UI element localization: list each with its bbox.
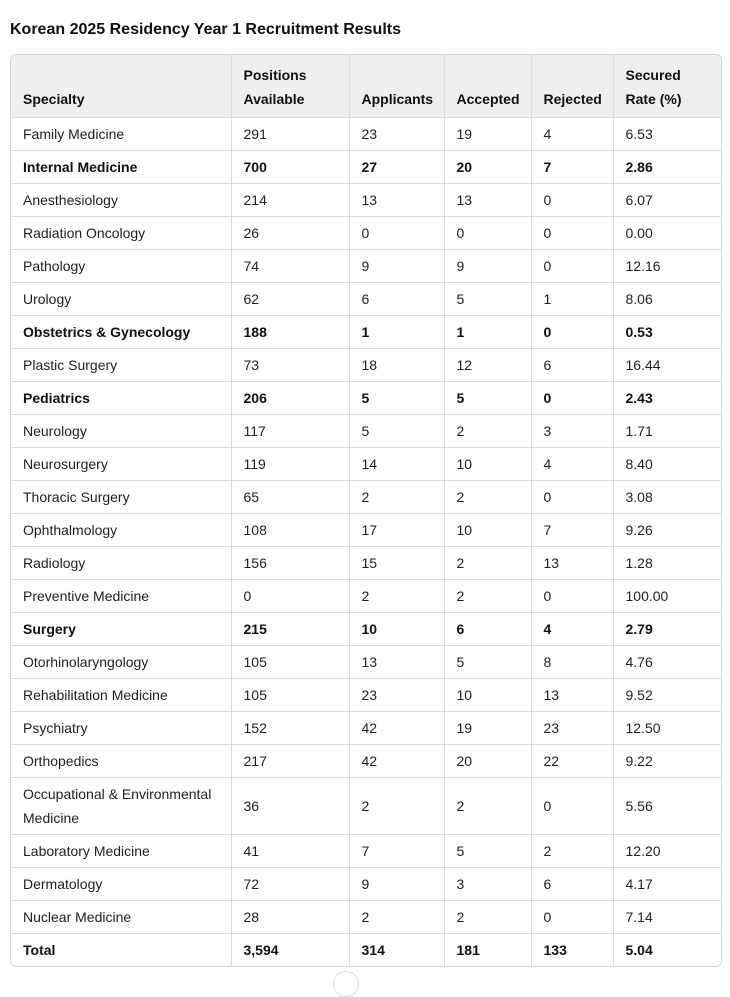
table-row xyxy=(11,778,721,835)
cell-specialty: Nuclear Medicine xyxy=(11,901,231,934)
cell-positions-available: 105 xyxy=(231,679,349,712)
cell-secured-rate: 12.50 xyxy=(613,712,721,745)
cell-accepted: 12 xyxy=(444,349,531,382)
cell-rejected: 0 xyxy=(531,481,613,514)
cell-applicants: 9 xyxy=(349,868,444,901)
cell-accepted: 2 xyxy=(444,547,531,580)
cell-applicants: 14 xyxy=(349,448,444,481)
cell-secured-rate: 16.44 xyxy=(613,349,721,382)
cell-positions-available: 26 xyxy=(231,217,349,250)
cell-applicants: 2 xyxy=(349,481,444,514)
cell-rejected: 6 xyxy=(531,868,613,901)
cell-positions-available: 0 xyxy=(231,580,349,613)
cell-rejected: 1 xyxy=(531,283,613,316)
table-row xyxy=(11,580,721,613)
cell-rejected: 0 xyxy=(531,217,613,250)
cell-specialty: Obstetrics & Gynecology xyxy=(11,316,231,349)
cell-accepted: 20 xyxy=(444,745,531,778)
table-row xyxy=(11,481,721,514)
cell-secured-rate: 8.06 xyxy=(613,283,721,316)
cell-rejected: 0 xyxy=(531,382,613,415)
table-body xyxy=(11,118,721,967)
cell-specialty: Thoracic Surgery xyxy=(11,481,231,514)
cell-applicants: 314 xyxy=(349,934,444,967)
cell-secured-rate: 12.20 xyxy=(613,835,721,868)
cell-accepted: 2 xyxy=(444,415,531,448)
cell-applicants: 27 xyxy=(349,151,444,184)
cell-specialty: Psychiatry xyxy=(11,712,231,745)
cell-accepted: 19 xyxy=(444,712,531,745)
header-positions-available: Positions Available xyxy=(231,55,349,118)
cell-specialty: Pediatrics xyxy=(11,382,231,415)
cell-applicants: 23 xyxy=(349,118,444,151)
cell-secured-rate: 100.00 xyxy=(613,580,721,613)
cell-applicants: 2 xyxy=(349,901,444,934)
cell-specialty: Radiation Oncology xyxy=(11,217,231,250)
cell-applicants: 13 xyxy=(349,646,444,679)
cell-secured-rate: 2.43 xyxy=(613,382,721,415)
cell-positions-available: 65 xyxy=(231,481,349,514)
cell-applicants: 13 xyxy=(349,184,444,217)
table-row xyxy=(11,283,721,316)
cell-secured-rate: 0.00 xyxy=(613,217,721,250)
cell-positions-available: 41 xyxy=(231,835,349,868)
cell-specialty: Plastic Surgery xyxy=(11,349,231,382)
cell-secured-rate: 9.22 xyxy=(613,745,721,778)
header-rejected: Rejected xyxy=(531,55,613,118)
cell-accepted: 20 xyxy=(444,151,531,184)
cell-positions-available: 291 xyxy=(231,118,349,151)
cell-rejected: 4 xyxy=(531,613,613,646)
cell-positions-available: 36 xyxy=(231,778,349,835)
table-header-row xyxy=(11,55,721,118)
cell-accepted: 2 xyxy=(444,580,531,613)
cell-accepted: 181 xyxy=(444,934,531,967)
cell-secured-rate: 7.14 xyxy=(613,901,721,934)
cell-specialty: Surgery xyxy=(11,613,231,646)
cell-secured-rate: 4.76 xyxy=(613,646,721,679)
table-row xyxy=(11,514,721,547)
table-row xyxy=(11,613,721,646)
page-title: Korean 2025 Residency Year 1 Recruitment Results xyxy=(10,21,401,38)
cell-specialty: Dermatology xyxy=(11,868,231,901)
cell-specialty: Otorhinolaryngology xyxy=(11,646,231,679)
cell-specialty: Neurosurgery xyxy=(11,448,231,481)
table-row xyxy=(11,835,721,868)
cell-rejected: 0 xyxy=(531,580,613,613)
cell-accepted: 10 xyxy=(444,448,531,481)
table-row xyxy=(11,217,721,250)
header-secured-rate: Secured Rate (%) xyxy=(613,55,721,118)
cell-positions-available: 117 xyxy=(231,415,349,448)
cell-rejected: 133 xyxy=(531,934,613,967)
cell-applicants: 0 xyxy=(349,217,444,250)
cell-specialty: Ophthalmology xyxy=(11,514,231,547)
cell-specialty: Radiology xyxy=(11,547,231,580)
cell-specialty: Preventive Medicine xyxy=(11,580,231,613)
table-row xyxy=(11,547,721,580)
cell-positions-available: 215 xyxy=(231,613,349,646)
table-row xyxy=(11,712,721,745)
table-total-row xyxy=(11,934,721,967)
cell-secured-rate: 0.53 xyxy=(613,316,721,349)
cell-rejected: 22 xyxy=(531,745,613,778)
table-row xyxy=(11,646,721,679)
cell-specialty: Rehabilitation Medicine xyxy=(11,679,231,712)
cell-rejected: 3 xyxy=(531,415,613,448)
cell-specialty: Total xyxy=(11,934,231,967)
cell-positions-available: 3,594 xyxy=(231,934,349,967)
cell-rejected: 0 xyxy=(531,901,613,934)
cell-positions-available: 108 xyxy=(231,514,349,547)
cell-rejected: 4 xyxy=(531,448,613,481)
results-table-container xyxy=(10,54,722,967)
cell-applicants: 6 xyxy=(349,283,444,316)
cell-rejected: 23 xyxy=(531,712,613,745)
results-table xyxy=(11,55,721,966)
cell-accepted: 5 xyxy=(444,646,531,679)
cell-rejected: 0 xyxy=(531,316,613,349)
cell-secured-rate: 2.79 xyxy=(613,613,721,646)
cell-applicants: 23 xyxy=(349,679,444,712)
cell-rejected: 6 xyxy=(531,349,613,382)
table-row xyxy=(11,868,721,901)
cell-specialty: Pathology xyxy=(11,250,231,283)
cell-applicants: 42 xyxy=(349,712,444,745)
cell-accepted: 9 xyxy=(444,250,531,283)
cell-secured-rate: 6.07 xyxy=(613,184,721,217)
cell-accepted: 0 xyxy=(444,217,531,250)
cell-positions-available: 206 xyxy=(231,382,349,415)
cell-secured-rate: 4.17 xyxy=(613,868,721,901)
cell-applicants: 42 xyxy=(349,745,444,778)
cell-secured-rate: 9.26 xyxy=(613,514,721,547)
cell-positions-available: 73 xyxy=(231,349,349,382)
cell-positions-available: 152 xyxy=(231,712,349,745)
cell-applicants: 7 xyxy=(349,835,444,868)
cell-rejected: 4 xyxy=(531,118,613,151)
table-row xyxy=(11,316,721,349)
cell-accepted: 5 xyxy=(444,382,531,415)
cell-secured-rate: 8.40 xyxy=(613,448,721,481)
cell-accepted: 5 xyxy=(444,283,531,316)
cell-accepted: 1 xyxy=(444,316,531,349)
cell-positions-available: 72 xyxy=(231,868,349,901)
scroll-indicator[interactable] xyxy=(333,971,359,997)
table-row xyxy=(11,679,721,712)
cell-accepted: 10 xyxy=(444,514,531,547)
cell-positions-available: 156 xyxy=(231,547,349,580)
table-row xyxy=(11,382,721,415)
cell-secured-rate: 5.56 xyxy=(613,778,721,835)
cell-positions-available: 188 xyxy=(231,316,349,349)
cell-positions-available: 700 xyxy=(231,151,349,184)
cell-positions-available: 214 xyxy=(231,184,349,217)
cell-specialty: Anesthesiology xyxy=(11,184,231,217)
table-row xyxy=(11,901,721,934)
cell-secured-rate: 2.86 xyxy=(613,151,721,184)
cell-rejected: 0 xyxy=(531,778,613,835)
cell-secured-rate: 1.28 xyxy=(613,547,721,580)
cell-accepted: 19 xyxy=(444,118,531,151)
cell-positions-available: 62 xyxy=(231,283,349,316)
cell-positions-available: 28 xyxy=(231,901,349,934)
table-row xyxy=(11,448,721,481)
cell-specialty: Laboratory Medicine xyxy=(11,835,231,868)
cell-specialty: Neurology xyxy=(11,415,231,448)
cell-applicants: 9 xyxy=(349,250,444,283)
cell-applicants: 5 xyxy=(349,382,444,415)
cell-positions-available: 119 xyxy=(231,448,349,481)
cell-positions-available: 105 xyxy=(231,646,349,679)
cell-secured-rate: 6.53 xyxy=(613,118,721,151)
cell-secured-rate: 3.08 xyxy=(613,481,721,514)
cell-applicants: 5 xyxy=(349,415,444,448)
cell-specialty: Orthopedics xyxy=(11,745,231,778)
cell-positions-available: 217 xyxy=(231,745,349,778)
table-row xyxy=(11,349,721,382)
cell-accepted: 5 xyxy=(444,835,531,868)
cell-rejected: 0 xyxy=(531,250,613,283)
header-specialty: Specialty xyxy=(11,55,231,118)
cell-rejected: 7 xyxy=(531,151,613,184)
cell-specialty: Occupational & Environmental Medicine xyxy=(11,778,231,835)
cell-rejected: 7 xyxy=(531,514,613,547)
cell-specialty: Family Medicine xyxy=(11,118,231,151)
cell-applicants: 2 xyxy=(349,580,444,613)
table-row xyxy=(11,745,721,778)
cell-applicants: 2 xyxy=(349,778,444,835)
cell-secured-rate: 12.16 xyxy=(613,250,721,283)
header-accepted: Accepted xyxy=(444,55,531,118)
table-row xyxy=(11,415,721,448)
cell-specialty: Internal Medicine xyxy=(11,151,231,184)
cell-accepted: 2 xyxy=(444,481,531,514)
cell-accepted: 2 xyxy=(444,778,531,835)
cell-accepted: 6 xyxy=(444,613,531,646)
cell-accepted: 10 xyxy=(444,679,531,712)
cell-specialty: Urology xyxy=(11,283,231,316)
table-row xyxy=(11,118,721,151)
cell-rejected: 2 xyxy=(531,835,613,868)
cell-applicants: 17 xyxy=(349,514,444,547)
cell-secured-rate: 1.71 xyxy=(613,415,721,448)
cell-secured-rate: 9.52 xyxy=(613,679,721,712)
cell-rejected: 13 xyxy=(531,679,613,712)
cell-rejected: 0 xyxy=(531,184,613,217)
cell-applicants: 15 xyxy=(349,547,444,580)
header-applicants: Applicants xyxy=(349,55,444,118)
table-row xyxy=(11,250,721,283)
table-row xyxy=(11,184,721,217)
cell-accepted: 3 xyxy=(444,868,531,901)
cell-accepted: 13 xyxy=(444,184,531,217)
cell-rejected: 13 xyxy=(531,547,613,580)
cell-positions-available: 74 xyxy=(231,250,349,283)
cell-applicants: 10 xyxy=(349,613,444,646)
cell-applicants: 1 xyxy=(349,316,444,349)
cell-secured-rate: 5.04 xyxy=(625,942,653,958)
cell-applicants: 18 xyxy=(349,349,444,382)
cell-rejected: 8 xyxy=(531,646,613,679)
cell-accepted: 2 xyxy=(444,901,531,934)
table-row xyxy=(11,151,721,184)
